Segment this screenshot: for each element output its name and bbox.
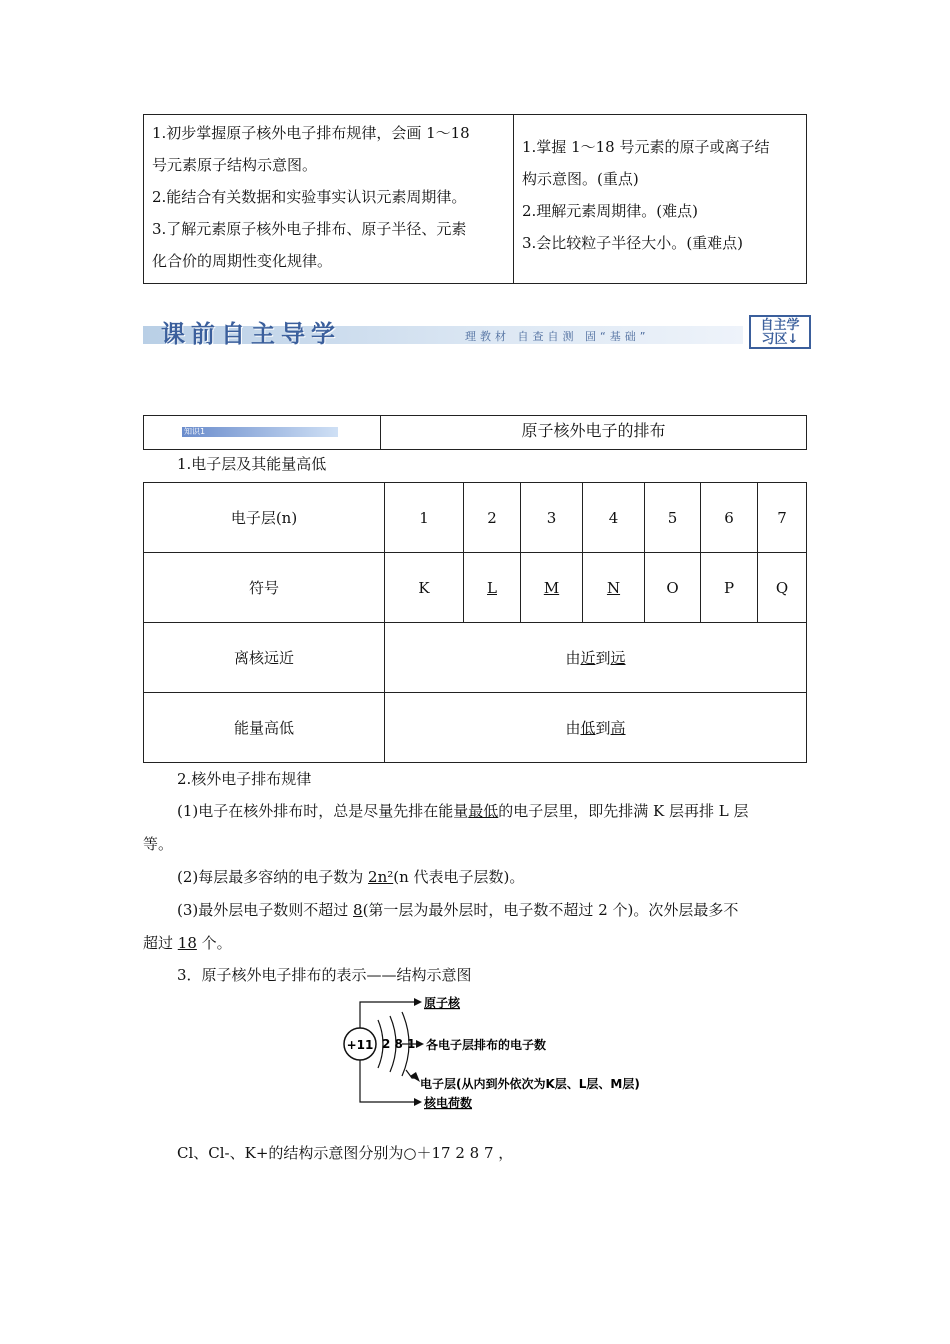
text: 由 [565,719,581,737]
goal-line: 3.了解元素原子核外电子排布、原子半径、元素 [152,220,467,238]
text: (第一层为最外层时，电子数不超过 2 个)。次外层最多不 [362,901,739,919]
text: (1)电子在核外排布时，总是尽量先排在能量 [177,802,469,820]
electron-shell-table [143,482,807,763]
cell [583,553,645,623]
electron-counts: 2 8 1 [382,1037,416,1051]
cell: 7 [758,483,807,553]
cell-answer: M [543,578,560,597]
arrow-line [360,1002,416,1028]
goal-line: 2.理解元素周期律。(难点) [522,202,699,220]
answer: 18 [177,934,197,952]
text: 超过 [143,934,178,952]
cell [521,553,583,623]
rule-1 [143,795,807,861]
structure-line: Cl、Cl-、K+的结构示意图分别为○＋17 2 8 7 ， [177,1144,514,1162]
knowledge-header [143,415,807,450]
heading-2: 2.核外电子排布规律 [177,770,312,788]
cell: P [701,553,758,623]
knowledge-title: 原子核外电子的排布 [521,421,666,440]
label-nucleus: 原子核 [424,996,461,1010]
table-row [144,623,807,693]
table-row [144,483,807,553]
goals-left [144,115,514,283]
cell: 5 [645,483,701,553]
cell: 4 [583,483,645,553]
cell-answer: L [487,578,497,597]
learning-goals-box [143,114,807,284]
cell [464,553,521,623]
text: (3)最外层电子数则不超过 [177,901,354,919]
self-study-badge [749,315,811,349]
text: (2)每层最多容纳的电子数为 [177,868,369,886]
label-shells: 电子层(从内到外依次为K层、L层、M层) [420,1077,640,1091]
table-row [144,693,807,763]
cell-answer: 低 [580,719,596,737]
badge-line: 自主学 [760,318,800,333]
row-label: 离核远近 [144,623,385,693]
badge-line: 习区↓ [761,332,799,347]
cell: Q [758,553,807,623]
knowledge-tag-cell [144,416,381,449]
answer: 最低 [468,802,499,820]
cell-answer: 近 [580,649,596,667]
answer: 8 [353,901,363,919]
row-label: 能量高低 [144,693,385,763]
label-electrons: 各电子层排布的电子数 [426,1038,547,1052]
row-label: 电子层(n) [144,483,385,553]
cell: 1 [385,483,464,553]
cell-answer: N [606,578,621,597]
text: 个。 [196,934,232,952]
cell: 6 [701,483,758,553]
text: 等。 [143,835,174,853]
heading-1: 1.电子层及其能量高低 [177,455,327,473]
merged-cell [385,623,807,693]
goal-line: 1.初步掌握原子核外电子排布规律，会画 1～18 [152,124,470,142]
nucleus-charge: +11 [346,1038,374,1052]
label-charge: 核电荷数 [424,1096,473,1110]
banner-title: 课前自主导学 [161,320,341,348]
rule-2 [143,861,807,894]
text: 由 [565,649,581,667]
atom-structure-diagram [340,990,640,1110]
goal-line: 3.会比较粒子半径大小。(重难点) [522,234,744,252]
rule-3 [143,894,807,960]
answer: 2n² [368,868,394,886]
arrow-line [360,1060,416,1102]
cell: 2 [464,483,521,553]
table-row [144,553,807,623]
goal-line: 化合价的周期性变化规律。 [152,252,333,270]
text: (n 代表电子层数)。 [393,868,525,886]
knowledge-tag-label: 知识1 [184,427,206,436]
cell-answer: 高 [610,719,626,737]
row-label: 符号 [144,553,385,623]
text: 到 [595,719,611,737]
cell-answer: 远 [610,649,626,667]
arrow-head [414,998,422,1006]
section-banner [143,312,815,352]
goal-line: 构示意图。(重点) [522,170,639,188]
goal-line: 号元素原子结构示意图。 [152,156,318,174]
merged-cell [385,693,807,763]
cell: O [645,553,701,623]
heading-3: 3．原子核外电子排布的表示——结构示意图 [177,966,472,984]
text: 到 [595,649,611,667]
arrow-head [414,1098,422,1106]
arrow-head [416,1040,424,1048]
banner-subtitle: 理教材 自查自测 固“基础” [465,330,650,343]
text: 的电子层里，即先排满 K 层再排 L 层 [498,802,749,820]
goals-right [514,115,806,283]
cell: 3 [521,483,583,553]
cell: K [385,553,464,623]
goal-line: 1.掌握 1～18 号元素的原子或离子结 [522,138,770,156]
goal-line: 2.能结合有关数据和实验事实认识元素周期律。 [152,188,467,206]
knowledge-tag [182,427,338,437]
